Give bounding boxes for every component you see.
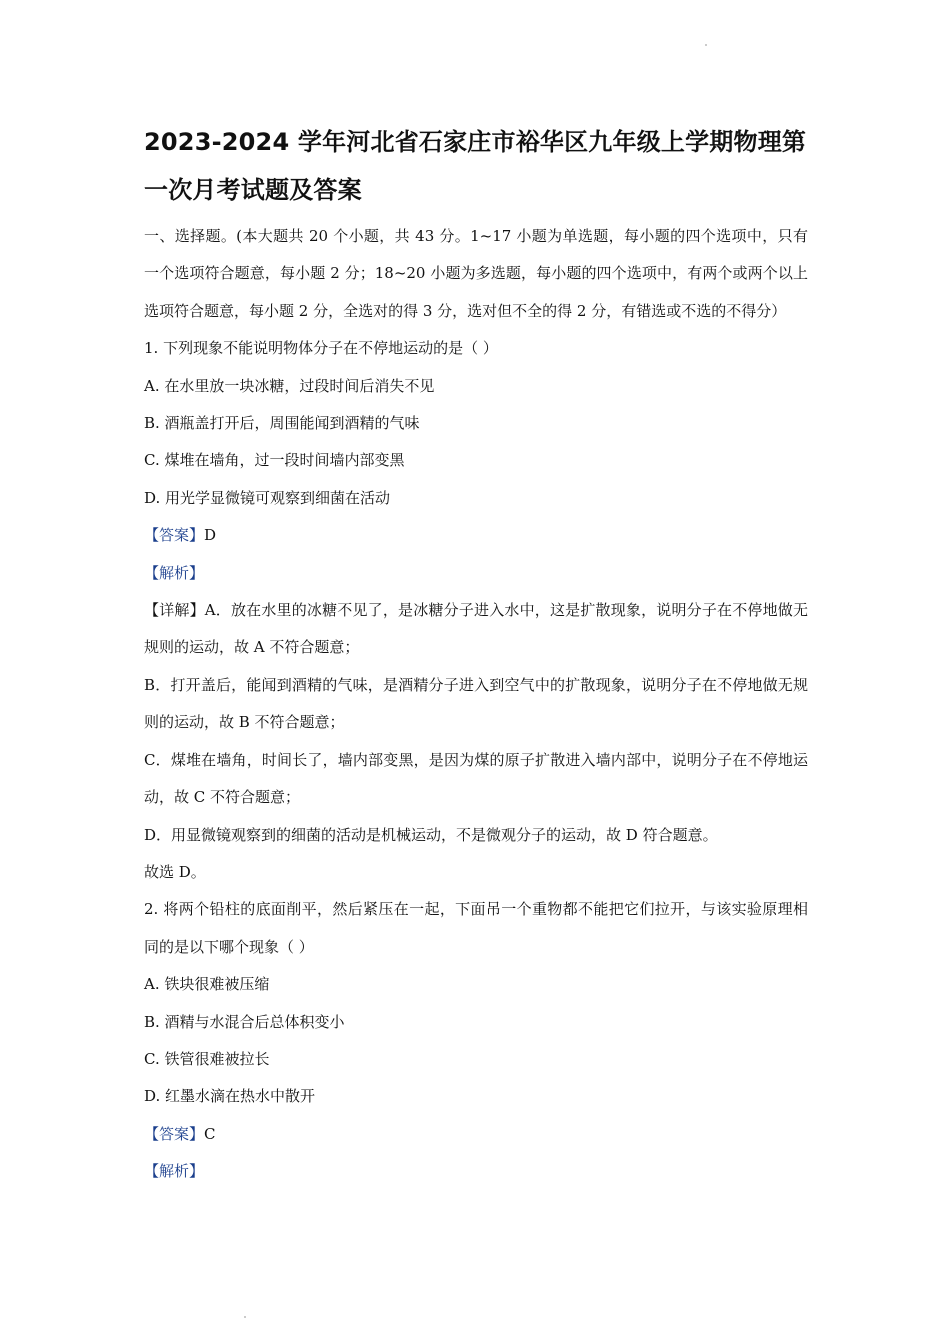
question-1-answer (144, 517, 808, 554)
question-2-answer (144, 1116, 808, 1153)
question-2-option-a: A. 铁块很难被压缩 (144, 975, 270, 994)
title-line-1: 2023-2024 学年河北省石家庄市裕华区九年级上学期物理第 (144, 128, 807, 156)
question-2-analysis (144, 1153, 808, 1190)
corner-mark-top (705, 44, 707, 46)
question-1-analysis (144, 555, 808, 592)
question-1-detail-b: B．打开盖后，能闻到酒精的气味，是酒精分子进入到空气中的扩散现象，说明分子在不停地做无规则的运动，故 B 不符合题意； (144, 675, 808, 732)
corner-mark-bottom (244, 1316, 246, 1318)
question-1-detail-d: D．用显微镜观察到的细菌的活动是机械运动，不是微观分子的运动，故 D 符合题意。 (144, 825, 718, 844)
question-2-option-c: C. 铁管很难被拉长 (144, 1049, 270, 1068)
document-title (144, 118, 808, 214)
answer-value: D (204, 526, 217, 545)
question-2-option-b: B. 酒精与水混合后总体积变小 (144, 1012, 345, 1031)
question-2-option-d: D. 红墨水滴在热水中散开 (144, 1087, 316, 1106)
question-1-option-d: D. 用光学显微镜可观察到细菌在活动 (144, 488, 391, 507)
question-1-detail-c: C．煤堆在墙角，时间长了，墙内部变黑，是因为煤的原子扩散进入墙内部中，说明分子在不停地运动，故 C 不符合题意； (144, 750, 808, 807)
question-2-stem: 2. 将两个铅柱的底面削平，然后紧压在一起，下面吊一个重物都不能把它们拉开，与该实验原理相同的是以下哪个现象（ ） (144, 900, 808, 956)
title-line-2: 一次月考试题及答案 (144, 176, 362, 204)
question-1-stem: 1. 下列现象不能说明物体分子在不停地运动的是（ ） (144, 339, 498, 358)
question-1-conclusion: 故选 D。 (144, 862, 206, 881)
question-1-option-c: C. 煤堆在墙角，过一段时间墙内部变黑 (144, 451, 405, 470)
answer-value: C (204, 1124, 216, 1143)
document-page (144, 118, 808, 1191)
analysis-tag: 【解析】 (144, 1162, 205, 1181)
detail-a-text: A．放在水里的冰糖不见了，是冰糖分子进入水中，这是扩散现象，说明分子在不停地做无规则的运动，故 A 不符合题意； (144, 601, 808, 657)
answer-tag: 【答案】 (144, 1124, 205, 1143)
section-intro: 一、选择题。(本大题共 20 个小题，共 43 分。1~17 小题为单选题，每小题的四个选项中，只有一个选项符合题意，每小题 2 分；18~20 小题为多选题，每小题的四个选项中，有两个或两个以上选项符合题意，每小题 2 分，全选对的得 3 分，选对但不全的得 2 分，有错选或不选的不得分） (144, 227, 808, 320)
question-1-detail-a (144, 592, 808, 667)
analysis-tag: 【解析】 (144, 563, 205, 582)
answer-tag: 【答案】 (144, 526, 205, 545)
question-1-option-a: A. 在水里放一块冰糖，过段时间后消失不见 (144, 376, 435, 395)
question-1-option-b: B. 酒瓶盖打开后，周围能闻到酒精的气味 (144, 414, 420, 433)
detail-tag: 【详解】 (144, 601, 205, 620)
